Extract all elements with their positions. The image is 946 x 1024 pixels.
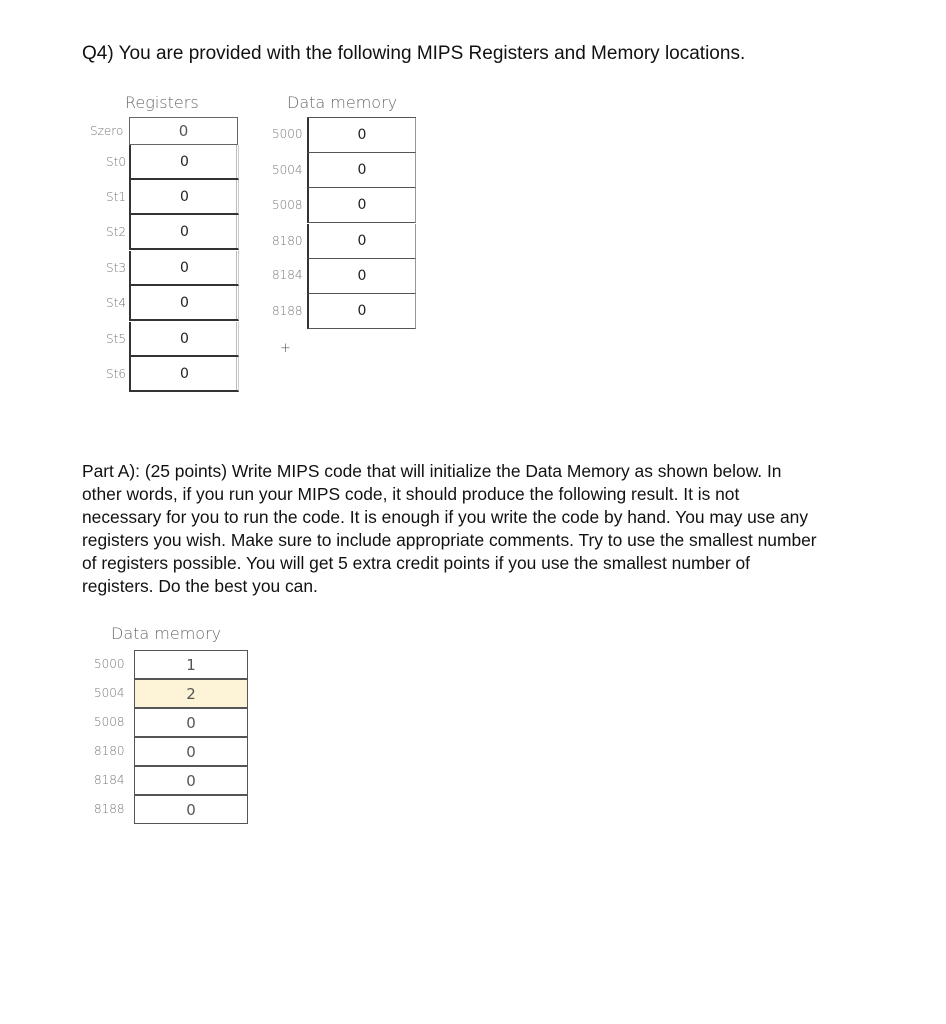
cell-inner-border	[236, 251, 237, 284]
register-value: 0	[180, 365, 189, 382]
register-value: 0	[180, 188, 189, 205]
part-a-instructions: Part A): (25 points) Write MIPS code that will initialize the Data Memory as shown below. In other words, if you run your MIPS code, it should produce the following result. It is not necessary for you to run the code. It is enough if you write the code by hand. You may use any registers you wish. Make sure to include appropriate comments. Try to use the smallest number of registers possible. You will get 5 extra credit points if you use the smallest number of registers. Do the best you can.	[82, 461, 817, 596]
memory-address-label: 8184	[94, 773, 125, 787]
cell-inner-border	[236, 322, 237, 355]
register-value: 0	[180, 259, 189, 276]
register-value-cell	[129, 215, 239, 250]
memory-address-label: 5000	[272, 127, 303, 141]
memory-address-label: 8180	[94, 744, 125, 758]
register-label: St5	[106, 332, 126, 346]
memory-value-cell: 0	[307, 118, 416, 153]
register-value: 0	[180, 294, 189, 311]
register-label: St0	[106, 155, 126, 169]
memory-value-cell: 0	[307, 224, 416, 259]
memory-address-label: 8188	[94, 802, 125, 816]
register-value: 0	[180, 223, 189, 240]
data-memory-caption: Data memory	[287, 93, 398, 112]
target-memory-value-cell: 0	[134, 766, 248, 795]
memory-address-label: 5000	[94, 657, 125, 671]
register-value-cell	[129, 180, 239, 215]
register-label: St6	[106, 367, 126, 381]
question-title: Q4) You are provided with the following MIPS Registers and Memory locations.	[82, 43, 746, 64]
target-memory-value-cell-highlighted: 2	[134, 679, 248, 708]
register-value-cell	[129, 286, 239, 321]
register-value: 0	[180, 330, 189, 347]
cell-inner-border	[236, 286, 237, 319]
memory-address-label: 5004	[94, 686, 125, 700]
register-value-cell	[129, 357, 239, 392]
target-memory-value-cell: 0	[134, 708, 248, 737]
cell-inner-border	[236, 145, 237, 178]
plus-icon: +	[280, 341, 291, 356]
memory-address-label: 5008	[272, 198, 303, 212]
cell-inner-border	[236, 357, 237, 390]
register-value-cell	[129, 145, 239, 180]
memory-value-cell: 0	[307, 294, 416, 329]
register-label: St4	[106, 296, 126, 310]
register-label: St1	[106, 190, 126, 204]
memory-value-cell: 0	[307, 188, 416, 223]
memory-address-label: 8188	[272, 304, 303, 318]
register-label: St2	[106, 225, 126, 239]
memory-address-label: 8184	[272, 268, 303, 282]
memory-address-label: 8180	[272, 234, 303, 248]
target-memory-value-cell: 1	[134, 650, 248, 679]
target-data-memory-caption: Data memory	[111, 624, 222, 643]
memory-address-label: 5004	[272, 163, 303, 177]
memory-value-cell: 0	[307, 259, 416, 294]
registers-caption: Registers	[125, 93, 199, 112]
target-memory-value-cell: 0	[134, 737, 248, 766]
register-label: St3	[106, 261, 126, 275]
target-memory-value-cell: 0	[134, 795, 248, 824]
memory-value-cell: 0	[307, 153, 416, 188]
register-value-cell	[129, 251, 239, 286]
register-label: Szero	[90, 124, 124, 138]
register-value-cell: 0	[129, 117, 238, 145]
cell-inner-border	[236, 215, 237, 248]
register-value-cell	[129, 322, 239, 357]
memory-address-label: 5008	[94, 715, 125, 729]
cell-inner-border	[236, 180, 237, 213]
register-value: 0	[180, 153, 189, 170]
